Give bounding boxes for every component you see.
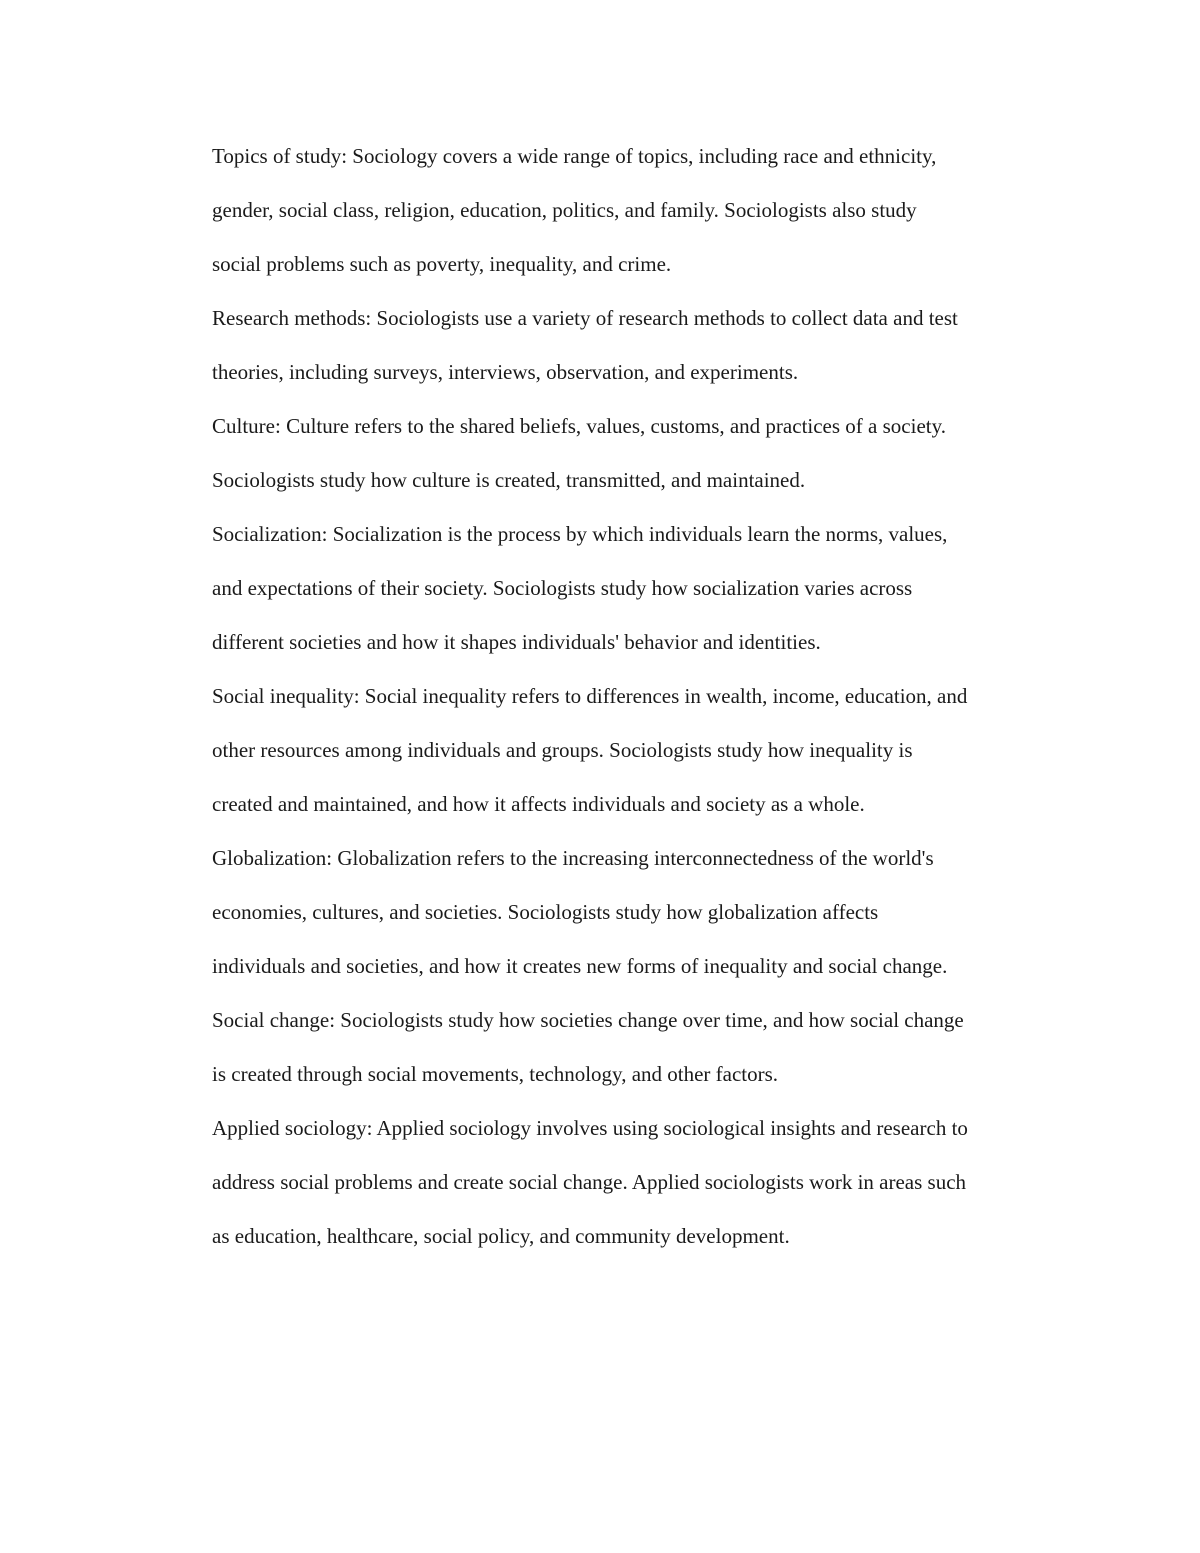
text-line-socialization-2: and expectations of their society. Sociologists study how socialization varies across	[212, 576, 913, 600]
text-line-applied-3: as education, healthcare, social policy, and community development.	[212, 1224, 790, 1248]
text-line-inequality-3: created and maintained, and how it affects individuals and society as a whole.	[212, 792, 865, 816]
text-line-culture-1: Culture: Culture refers to the shared beliefs, values, customs, and practices of a society.	[212, 414, 946, 438]
text-line-social-change-1: Social change: Sociologists study how societies change over time, and how social change	[212, 1008, 964, 1032]
text-line-applied-2: address social problems and create social change. Applied sociologists work in areas such	[212, 1170, 967, 1194]
text-line-globalization-2: economies, cultures, and societies. Sociologists study how globalization affects	[212, 900, 879, 924]
document-body	[212, 129, 1072, 1263]
text-line-research-1: Research methods: Sociologists use a variety of research methods to collect data and test	[212, 306, 958, 330]
text-line-globalization-3: individuals and societies, and how it creates new forms of inequality and social change.	[212, 954, 948, 978]
text-line-socialization-1: Socialization: Socialization is the process by which individuals learn the norms, values,	[212, 522, 948, 546]
text-line-inequality-1: Social inequality: Social inequality refers to differences in wealth, income, education, and	[212, 684, 968, 708]
text-line-culture-2: Sociologists study how culture is created, transmitted, and maintained.	[212, 468, 806, 492]
text-line-social-change-2: is created through social movements, technology, and other factors.	[212, 1062, 779, 1086]
text-line-applied-1: Applied sociology: Applied sociology involves using sociological insights and research to	[212, 1116, 968, 1140]
text-line-topics-1: Topics of study: Sociology covers a wide range of topics, including race and ethnicity,	[212, 144, 937, 168]
text-line-topics-2: gender, social class, religion, education, politics, and family. Sociologists also study	[212, 198, 917, 222]
text-line-topics-3: social problems such as poverty, inequality, and crime.	[212, 252, 672, 276]
text-line-inequality-2: other resources among individuals and groups. Sociologists study how inequality is	[212, 738, 913, 762]
text-line-socialization-3: different societies and how it shapes individuals' behavior and identities.	[212, 630, 821, 654]
text-line-globalization-1: Globalization: Globalization refers to the increasing interconnectedness of the world's	[212, 846, 934, 870]
text-line-research-2: theories, including surveys, interviews, observation, and experiments.	[212, 360, 799, 384]
